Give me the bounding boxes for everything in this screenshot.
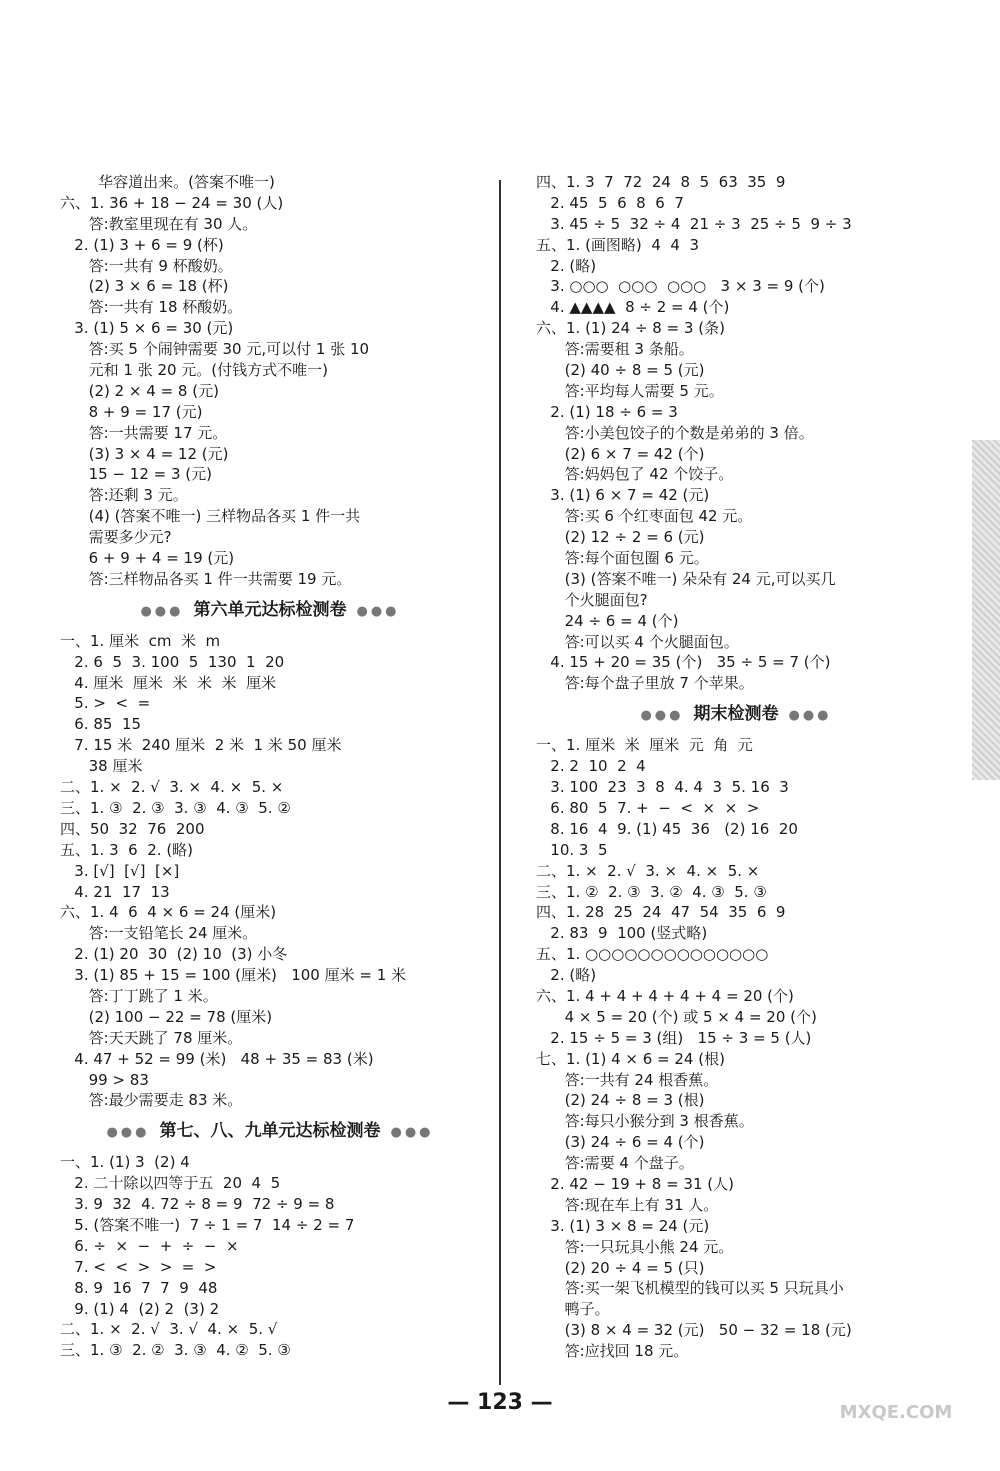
answer-line: 3. 9 32 4. 72 ÷ 8 = 9 72 ÷ 9 = 8 xyxy=(60,1195,335,1214)
answer-line: 答:三样物品各买 1 件一共需要 19 元。 xyxy=(60,569,352,588)
answer-line: 2. 42 − 19 + 8 = 31 (人) xyxy=(536,1174,734,1193)
answer-line: (2) 20 ÷ 4 = 5 (只) xyxy=(536,1258,705,1277)
answer-line: 4. ▲▲▲▲ 8 ÷ 2 = 4 (个) xyxy=(536,298,730,317)
answer-line: 五、1. 3 6 2. (略) xyxy=(60,840,194,859)
answer-line: 答:一共有 9 杯酸奶。 xyxy=(60,256,233,275)
answer-line: 2. 15 ÷ 5 = 3 (组) 15 ÷ 3 = 5 (人) xyxy=(536,1028,812,1047)
answer-line: 答:天天跳了 78 厘米。 xyxy=(60,1028,243,1047)
answer-line: 7. 15 米 240 厘米 2 米 1 米 50 厘米 xyxy=(60,736,342,755)
answer-line: 三、1. ③ 2. ③ 3. ③ 4. ③ 5. ② xyxy=(60,798,291,817)
answer-line: (2) 100 − 22 = 78 (厘米) xyxy=(60,1007,273,1026)
answer-line: 答:一共需要 17 元。 xyxy=(60,423,228,442)
left-answer-column xyxy=(60,172,480,1361)
answer-line: 五、1. ○○○○○○○○○○○○○○ xyxy=(536,945,769,964)
section-heading xyxy=(536,694,936,735)
answer-line: 一、1. 厘米 米 厘米 元 角 元 xyxy=(536,736,753,755)
answer-line: 二、1. × 2. √ 3. × 4. × 5. × xyxy=(60,778,284,797)
answer-line: 5. > < = xyxy=(60,694,151,713)
answer-line: 四、50 32 76 200 xyxy=(60,819,205,838)
answer-line: 6. ÷ × − + ÷ − × xyxy=(60,1236,239,1255)
answer-line: 鸭子。 xyxy=(536,1300,610,1319)
heading-dots-icon: ●●● xyxy=(356,603,400,619)
answer-line: 答:应找回 18 元。 xyxy=(536,1342,689,1361)
section-title: 第六单元达标检测卷 xyxy=(193,599,347,620)
answer-line: 答:买一架飞机模型的钱可以买 5 只玩具小 xyxy=(536,1279,844,1298)
answer-line: 六、1. 36 + 18 − 24 = 30 (人) xyxy=(60,193,284,212)
answer-line: 答:一支铅笔长 24 厘米。 xyxy=(60,924,258,943)
answer-line: 2. 6 5 3. 100 5 130 1 20 xyxy=(60,652,285,671)
answer-line: 答:需要 4 个盘子。 xyxy=(536,1154,694,1173)
answer-line: 六、1. (1) 24 ÷ 8 = 3 (条) xyxy=(536,319,725,338)
answer-line: 答:还剩 3 元。 xyxy=(60,486,188,505)
answer-line: 七、1. (1) 4 × 6 = 24 (根) xyxy=(536,1049,725,1068)
heading-dots-icon: ●●● xyxy=(640,708,684,724)
answer-line: 一、1. 厘米 cm 米 m xyxy=(60,631,221,650)
answer-line: 二、1. × 2. √ 3. × 4. × 5. × xyxy=(536,861,760,880)
answer-line: 3. ○○○ ○○○ ○○○ 3 × 3 = 9 (个) xyxy=(536,277,825,296)
section-title: 第七、八、九单元达标检测卷 xyxy=(159,1121,381,1142)
answer-line: 答:教室里现在有 30 人。 xyxy=(60,214,258,233)
page-number: — 123 — xyxy=(447,1390,553,1415)
answer-line: 3. [√] [√] [×] xyxy=(60,861,180,880)
answer-line: (4) (答案不唯一) 三样物品各买 1 件一共 xyxy=(60,507,361,526)
answer-line: (3) 24 ÷ 6 = 4 (个) xyxy=(536,1133,705,1152)
answer-line: 四、1. 28 25 24 47 54 35 6 9 xyxy=(536,903,786,922)
answer-line: 元和 1 张 20 元。(付钱方式不唯一) xyxy=(60,361,329,380)
answer-line: (2) 40 ÷ 8 = 5 (元) xyxy=(536,361,705,380)
answer-line: 2. (1) 18 ÷ 6 = 3 xyxy=(536,402,678,421)
section-heading xyxy=(60,590,480,631)
answer-line: 答:一共有 24 根香蕉。 xyxy=(536,1070,719,1089)
heading-dots-icon: ●●● xyxy=(106,1125,150,1141)
answer-line: 4 × 5 = 20 (个) 或 5 × 4 = 20 (个) xyxy=(536,1007,817,1026)
answer-line: 答:买 6 个红枣面包 42 元。 xyxy=(536,507,753,526)
answer-line: 三、1. ③ 2. ② 3. ③ 4. ② 5. ③ xyxy=(60,1341,291,1360)
answer-line: 华容道出来。(答案不唯一) xyxy=(60,173,275,191)
answer-line: (2) 6 × 7 = 42 (个) xyxy=(536,444,705,463)
answer-line: 24 ÷ 6 = 4 (个) xyxy=(536,611,679,630)
answer-line: 个火腿面包? xyxy=(536,590,648,609)
answer-line: 6 + 9 + 4 = 19 (元) xyxy=(60,549,235,568)
answer-line: 四、1. 3 7 72 24 8 5 63 35 9 xyxy=(536,173,786,191)
answer-line: (3) 3 × 4 = 12 (元) xyxy=(60,444,229,463)
answer-line: 答:现在车上有 31 人。 xyxy=(536,1195,719,1214)
answer-line: (3) 8 × 4 = 32 (元) 50 − 32 = 18 (元) xyxy=(536,1321,852,1340)
answer-line: 六、1. 4 + 4 + 4 + 4 + 4 = 20 (个) xyxy=(536,986,794,1005)
section-title: 期末检测卷 xyxy=(693,704,779,725)
watermark-logo: MXQE.COM xyxy=(839,1402,953,1423)
answer-line: 答:一共有 18 杯酸奶。 xyxy=(60,298,243,317)
answer-line: (2) 2 × 4 = 8 (元) xyxy=(60,381,219,400)
answer-line: 5. (答案不唯一) 7 ÷ 1 = 7 14 ÷ 2 = 7 xyxy=(60,1215,355,1234)
answer-line: 2. 45 5 6 8 6 7 xyxy=(536,193,684,212)
answer-line: 答:买 5 个闹钟需要 30 元,可以付 1 张 10 xyxy=(60,340,370,359)
answer-line: 4. 21 17 13 xyxy=(60,882,170,901)
answer-line: (2) 3 × 6 = 18 (杯) xyxy=(60,277,229,296)
answer-line: 2. 2 10 2 4 xyxy=(536,757,646,776)
answer-line: 答:需要租 3 条船。 xyxy=(536,340,694,359)
answer-line: 8. 9 16 7 7 9 48 xyxy=(60,1278,218,1297)
answer-line: 10. 3 5 xyxy=(536,840,608,859)
answer-line: 六、1. 4 6 4 × 6 = 24 (厘米) xyxy=(60,903,277,922)
answer-line: (3) (答案不唯一) 朵朵有 24 元,可以买几 xyxy=(536,569,836,588)
answer-line: 一、1. (1) 3 (2) 4 xyxy=(60,1153,190,1172)
answer-line: 4. 厘米 厘米 米 米 米 厘米 xyxy=(60,673,277,692)
heading-dots-icon: ●●● xyxy=(390,1125,434,1141)
answer-line: 3. 45 ÷ 5 32 ÷ 4 21 ÷ 3 25 ÷ 5 9 ÷ 3 xyxy=(536,214,852,233)
answer-line: 6. 85 15 xyxy=(60,715,142,734)
answer-line: 3. (1) 85 + 15 = 100 (厘米) 100 厘米 = 1 米 xyxy=(60,966,407,985)
answer-line: 4. 15 + 20 = 35 (个) 35 ÷ 5 = 7 (个) xyxy=(536,653,831,672)
answer-line: 二、1. × 2. √ 3. √ 4. × 5. √ xyxy=(60,1320,278,1339)
answer-line: 三、1. ② 2. ③ 3. ② 4. ③ 5. ③ xyxy=(536,882,767,901)
answer-line: 8 + 9 = 17 (元) xyxy=(60,402,203,421)
answer-line: 答:一只玩具小熊 24 元。 xyxy=(536,1237,734,1256)
answer-line: 7. < < > > = > xyxy=(60,1257,217,1276)
answer-line: 2. (略) xyxy=(536,256,597,275)
answer-line: 2. (略) xyxy=(536,966,597,985)
answer-line: 答:最少需要走 83 米。 xyxy=(60,1091,243,1110)
answer-line: 9. (1) 4 (2) 2 (3) 2 xyxy=(60,1299,220,1318)
answer-line: 15 − 12 = 3 (元) xyxy=(60,465,213,484)
answer-line: 6. 80 5 7. + − < × × > xyxy=(536,798,760,817)
answer-line: 38 厘米 xyxy=(60,757,143,776)
right-answer-column xyxy=(536,172,936,1362)
heading-dots-icon: ●●● xyxy=(140,603,184,619)
answer-line: 3. (1) 3 × 8 = 24 (元) xyxy=(536,1216,710,1235)
answer-line: 需要多少元? xyxy=(60,528,172,547)
answer-line: 答:可以买 4 个火腿面包。 xyxy=(536,632,739,651)
answer-line: 3. 100 23 3 8 4. 4 3 5. 16 3 xyxy=(536,778,789,797)
answer-line: 2. 二十除以四等于五 20 4 5 xyxy=(60,1174,281,1193)
answer-line: 2. (1) 20 30 (2) 10 (3) 小冬 xyxy=(60,945,288,964)
answer-line: (2) 12 ÷ 2 = 6 (元) xyxy=(536,528,705,547)
heading-dots-icon: ●●● xyxy=(788,708,832,724)
section-heading xyxy=(60,1111,480,1152)
answer-line: 8. 16 4 9. (1) 45 36 (2) 16 20 xyxy=(536,819,798,838)
answer-line: 答:妈妈包了 42 个饺子。 xyxy=(536,465,734,484)
side-thumb-tab xyxy=(972,440,1000,780)
answer-line: 答:丁丁跳了 1 米。 xyxy=(60,986,218,1005)
answer-line: 答:小美包饺子的个数是弟弟的 3 倍。 xyxy=(536,423,814,442)
answer-line: 答:平均每人需要 5 元。 xyxy=(536,381,724,400)
answer-line: 答:每个盘子里放 7 个苹果。 xyxy=(536,674,754,693)
answer-line: 2. (1) 3 + 6 = 9 (杯) xyxy=(60,235,224,254)
answer-line: 4. 47 + 52 = 99 (米) 48 + 35 = 83 (米) xyxy=(60,1049,374,1068)
answer-line: 五、1. (画图略) 4 4 3 xyxy=(536,235,700,254)
answer-line: 2. 83 9 100 (竖式略) xyxy=(536,924,708,943)
column-divider xyxy=(499,180,501,1385)
answer-line: 答:每只小猴分到 3 根香蕉。 xyxy=(536,1112,754,1131)
answer-line: 答:每个面包圈 6 元。 xyxy=(536,549,709,568)
answer-line: (2) 24 ÷ 8 = 3 (根) xyxy=(536,1091,705,1110)
answer-line: 3. (1) 6 × 7 = 42 (元) xyxy=(536,486,710,505)
answer-line: 3. (1) 5 × 6 = 30 (元) xyxy=(60,319,234,338)
answer-line: 99 > 83 xyxy=(60,1070,149,1089)
